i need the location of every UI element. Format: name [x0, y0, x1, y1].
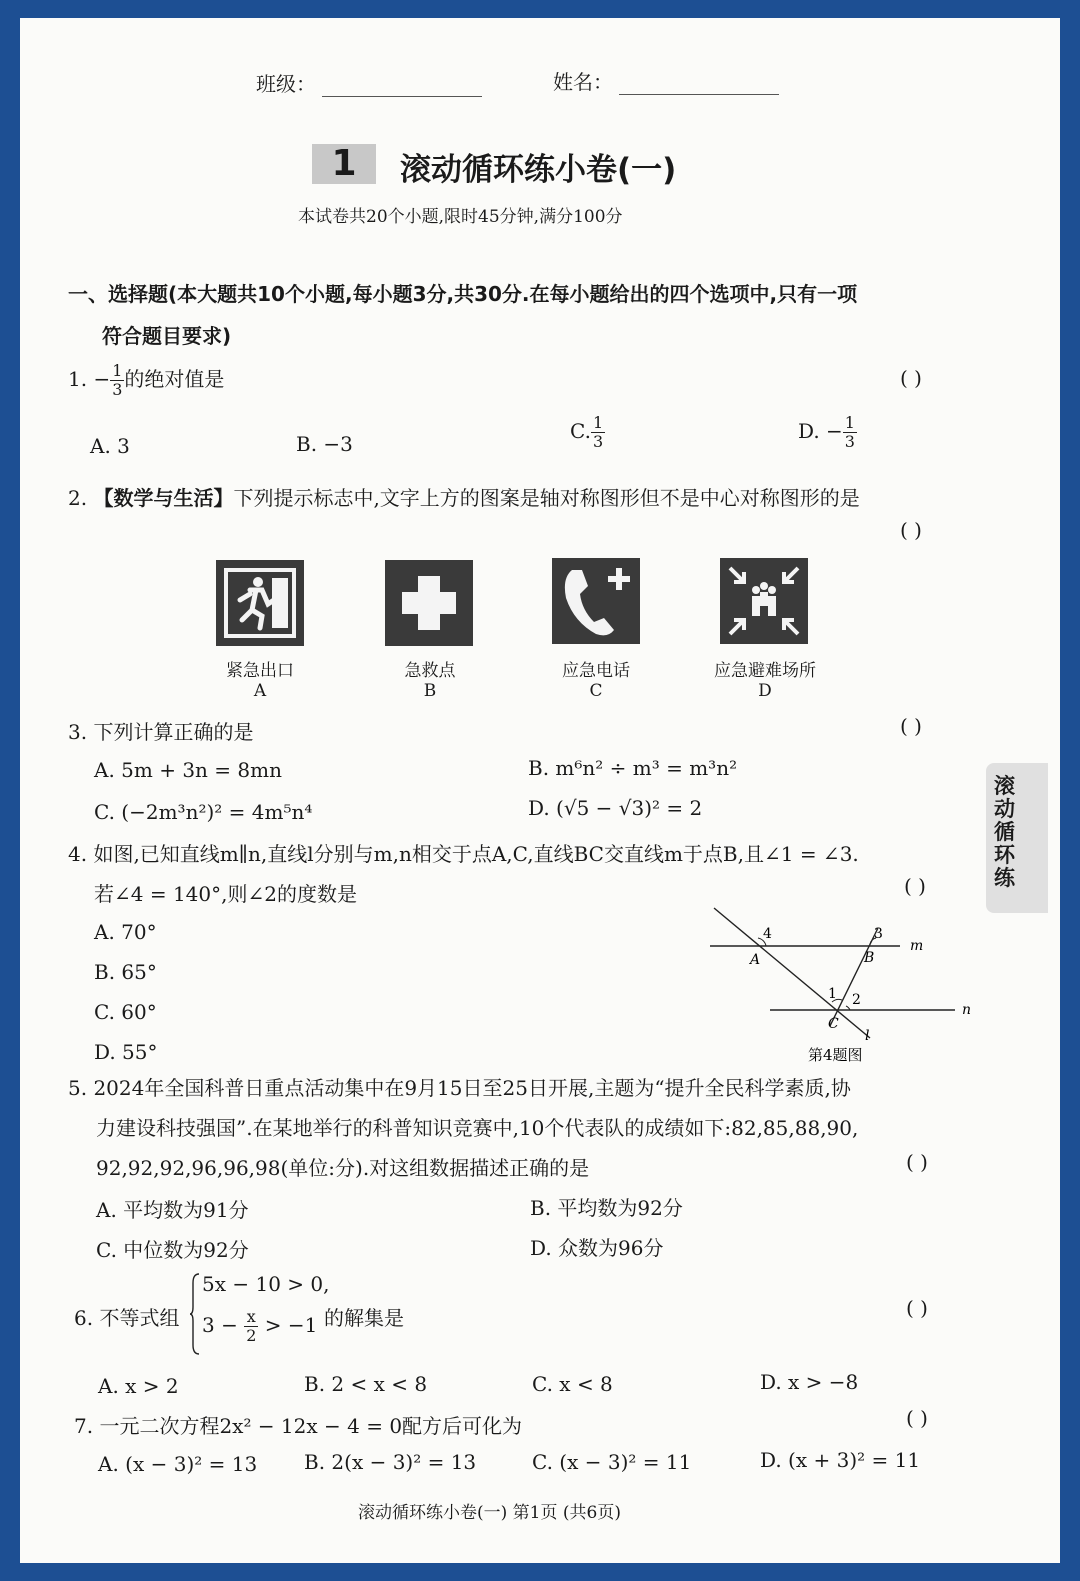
fig-label-n: n: [962, 1002, 972, 1018]
q6-option-b[interactable]: B. 2 < x < 8: [304, 1372, 428, 1396]
sign-c-caption: [552, 656, 640, 701]
exam-page: [20, 18, 1060, 1563]
q1-prefix: 1. −: [68, 367, 111, 391]
question-3: 3. 下列计算正确的是: [68, 720, 254, 744]
q1-frac-num: 1: [112, 361, 123, 380]
q5-option-b[interactable]: B. 平均数为92分: [530, 1196, 683, 1220]
q5-option-c[interactable]: C. 中位数为92分: [96, 1238, 249, 1262]
q6-prefix: 6. 不等式组: [74, 1306, 180, 1330]
sign-d-label: 应急避难场所: [714, 661, 816, 681]
sign-b-label: 急救点: [404, 661, 456, 681]
cross-icon[interactable]: [385, 560, 473, 646]
q3-answer-paren[interactable]: ( ): [900, 714, 922, 738]
sign-d-letter: D: [758, 681, 772, 701]
q3-option-b[interactable]: B. m⁶n² ÷ m³ = m³n²: [528, 756, 738, 780]
q1-d-num: 1: [844, 413, 855, 432]
q1-option-b[interactable]: B. −3: [296, 432, 353, 456]
q2-answer-paren[interactable]: ( ): [900, 518, 922, 542]
fig-label-3: 3: [874, 926, 883, 942]
q1-option-d[interactable]: [798, 414, 857, 451]
q1-option-c-label: C.: [570, 419, 591, 443]
fig-label-l: l: [865, 1028, 870, 1044]
sign-b-caption: [388, 656, 472, 701]
q1-option-d-frac: [843, 414, 857, 451]
q1-c-num: 1: [592, 413, 604, 432]
side-tab: [986, 763, 1048, 913]
q6-option-c[interactable]: C. x < 8: [532, 1372, 613, 1396]
section-heading-line2: 符合题目要求): [102, 324, 232, 348]
page-title: 滚动循环练小卷(一): [400, 152, 677, 188]
fig-label-B: B: [864, 950, 875, 966]
section-heading-line1: 一、选择题(本大题共10个小题,每小题3分,共30分.在每小题给出的四个选项中,只有一项: [68, 282, 858, 306]
question-7: 7. 一元二次方程2x² − 12x − 4 = 0配方后可化为: [74, 1414, 523, 1438]
q4-option-d[interactable]: D. 55°: [94, 1040, 158, 1064]
sign-d-caption: [700, 656, 830, 701]
q6-row2: [202, 1308, 317, 1345]
q1-c-den: 3: [592, 432, 604, 451]
q1-d-den: 3: [844, 432, 855, 451]
sign-c-label: 应急电话: [562, 661, 630, 681]
q2-number: 2.: [68, 486, 94, 510]
name-blank[interactable]: [619, 76, 779, 95]
class-blank[interactable]: [322, 78, 482, 97]
q4-geometry-figure: [700, 898, 990, 1068]
q3-option-c[interactable]: C. (−2m³n²)² = 4m⁵n⁴: [94, 800, 313, 824]
q2-text: 下列提示标志中,文字上方的图案是轴对称图形但不是中心对称图形的是: [233, 486, 860, 510]
q6-frac-num: x: [244, 1308, 258, 1327]
fig-caption: 第4题图: [808, 1046, 863, 1064]
q6-option-d[interactable]: D. x > −8: [760, 1370, 859, 1394]
q1-frac-den: 3: [112, 380, 123, 399]
q6-answer-paren[interactable]: ( ): [906, 1296, 928, 1320]
fig-label-A: A: [750, 952, 761, 968]
q1-answer-paren[interactable]: ( ): [900, 366, 922, 390]
question-5-line1: 5. 2024年全国科普日重点活动集中在9月15日至25日开展,主题为“提升全民科学素质,协: [68, 1076, 851, 1100]
class-field: [256, 68, 482, 97]
q6-row1: 5x − 10 > 0,: [202, 1272, 330, 1296]
q7-option-a[interactable]: A. (x − 3)² = 13: [98, 1452, 258, 1476]
paper-number: 1: [312, 144, 376, 184]
q4-option-a[interactable]: A. 70°: [94, 920, 157, 944]
q6-row2-left: 3 −: [202, 1313, 238, 1337]
q6-suffix: 的解集是: [324, 1306, 404, 1330]
question-2: [68, 482, 860, 511]
q4-option-b[interactable]: B. 65°: [94, 960, 157, 984]
class-label: 班级：: [256, 72, 316, 96]
subtitle: 本试卷共20个小题,限时45分钟,满分100分: [298, 207, 623, 227]
q6-brace: [190, 1273, 200, 1355]
question-5-line3: 92,92,92,96,96,98(单位:分).对这组数据描述正确的是: [96, 1156, 590, 1180]
q6-option-a[interactable]: A. x > 2: [98, 1374, 179, 1398]
name-label: 姓名：: [553, 70, 613, 94]
q1-text: 的绝对值是: [124, 367, 225, 391]
fig-label-4: 4: [763, 926, 772, 942]
sign-c-letter: C: [589, 681, 603, 701]
sign-a-letter: A: [253, 681, 267, 701]
fig-label-1: 1: [828, 986, 837, 1002]
q5-option-d[interactable]: D. 众数为96分: [530, 1236, 664, 1260]
q5-answer-paren[interactable]: ( ): [906, 1150, 928, 1174]
question-4-line2: 若∠4 = 140°,则∠2的度数是: [94, 882, 357, 906]
q7-option-d[interactable]: D. (x + 3)² = 11: [760, 1448, 921, 1472]
q1-option-a[interactable]: A. 3: [90, 434, 130, 458]
q1-option-d-label: D. −: [798, 419, 843, 443]
q3-option-a[interactable]: A. 5m + 3n = 8mn: [94, 758, 282, 782]
assembly-point-icon[interactable]: [720, 558, 808, 644]
q6-frac-den: 2: [246, 1326, 257, 1345]
fig-label-2: 2: [852, 992, 861, 1008]
phone-icon[interactable]: [552, 558, 640, 644]
question-4-line1: 4. 如图,已知直线m∥n,直线l分别与m,n相交于点A,C,直线BC交直线m于点B,且∠1 = ∠3.: [68, 842, 859, 866]
page-footer: 滚动循环练小卷(一) 第1页 (共6页): [358, 1503, 621, 1523]
fig-label-C: C: [828, 1016, 839, 1032]
q4-option-c[interactable]: C. 60°: [94, 1000, 157, 1024]
q7-option-b[interactable]: B. 2(x − 3)² = 13: [304, 1450, 477, 1474]
q7-option-c[interactable]: C. (x − 3)² = 11: [532, 1450, 692, 1474]
q7-answer-paren[interactable]: ( ): [906, 1406, 928, 1430]
q6-row2-right: > −1: [264, 1313, 318, 1337]
q1-option-c-frac: [591, 414, 605, 451]
question-5-line2: 力建设科技强国”.在某地举行的科普知识竞赛中,10个代表队的成绩如下:82,85,88,90,: [96, 1116, 859, 1140]
q1-option-c[interactable]: [570, 414, 605, 451]
sign-a-caption: [218, 656, 302, 701]
q3-option-d[interactable]: D. (√5 − √3)² = 2: [528, 796, 703, 820]
q5-option-a[interactable]: A. 平均数为91分: [96, 1198, 249, 1222]
name-field: [553, 66, 779, 95]
sign-a-label: 紧急出口: [226, 661, 294, 681]
q2-tag: 【数学与生活】: [93, 486, 234, 510]
q6-row2-frac: [244, 1308, 258, 1345]
fig-label-m: m: [910, 938, 924, 954]
q1-fraction: [110, 362, 124, 399]
sign-b-letter: B: [423, 681, 437, 701]
side-tab-label: 滚动循环练: [994, 774, 1015, 890]
q4-answer-paren[interactable]: ( ): [904, 874, 926, 898]
running-man-exit-icon[interactable]: [216, 560, 304, 646]
question-1: [68, 362, 224, 399]
